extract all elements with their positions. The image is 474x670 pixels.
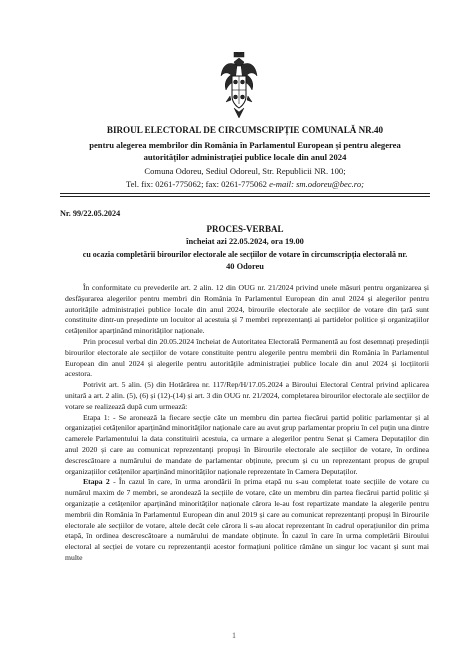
- body-text: [65, 283, 429, 564]
- step-2-text: - În cazul în care, în urma arondării în prima etapă nu s-au completat toate secțiile de votare cu numărul maxim de 7 membri, se arondează la secțiile de votare, câte un membru din partea fiecărui partid politic și organizație a cetățenilor aparținând minorităților naționale cărora le-au fost repartizate mandate la alegerile pentru membrii din România în Parlamentul European din anul 2019 și care au comunicat reprezentanți propuși în Birourile electorale ale secțiilor de votare, altele decât cele cărora li s-au alocat reprezentant în cadrul operațiunilor din prima etapă, în ordinea descrescătoare a numărului de mandate obținute. În cazul în care în urma completării Biroului electoral al secției de votare cu reprezentanții acestor formațiuni politice rămâne un singur loc vacant și sunt mai multe: [65, 477, 429, 562]
- contact-email-label: e-mail:: [269, 179, 294, 189]
- registration-number: Nr. 99/22.05.2024: [60, 209, 121, 218]
- header-divider-bottom: [60, 196, 430, 197]
- document-date-line: încheiat azi 22.05.2024, ora 19.00: [186, 237, 304, 246]
- step-2-label: Etapa 2: [83, 477, 110, 487]
- paragraph-completion-rules: Potrivit art. 5 alin. (5) din Hotărârea nr. 117/Rep/H/17.05.2024 a Biroului Electoral Central privind aplicarea unitară a art. 2 alin. (5), (6) și (12)-(14) și art. 3 din OUG nr. 21/2024, completarea birourilor electorale ale secțiilor de votare se realizează după cum urmează:: [65, 380, 429, 411]
- header-subtitle-line-1: pentru alegerea membrilor din România în Parlamentul European și pentru alegerea: [89, 140, 401, 150]
- document-type-title: PROCES-VERBAL: [206, 224, 284, 234]
- header-address: Comuna Odoreu, Sediul Odoreul, Str. Republicii NR. 100;: [144, 166, 346, 176]
- contact-phone-fax: Tel. fix: 0261-775062; fax: 0261-775062: [126, 179, 270, 189]
- step-1-text: - Se aronează la fiecare secție câte un membru din partea fiecărui partid politic parlamentar și al organizației cetățenilor aparținând minorităților naționale care au avut grup parlamentar propriu în cel puțin una dintre camerele Parlamentului la data constituirii acestuia, ca urmare a alegerilor pentru Senat și Camera Deputaților din anul 2020 și care au comunicat reprezentanți propuși în Birourile electorale ale secțiilor de votare, în ordinea descrescătoare a numărului de mandate de parlamentar obținute, precum și cu un reprezentant propus de grupul organizațiilor cetățenilor aparținând minorităților naționale reprezentate în Camera Deputaților.: [65, 412, 429, 476]
- document-subject-line-2: 40 Odoreu: [226, 262, 264, 271]
- header-subtitle-line-2: autorităților administrației publice locale din anul 2024: [143, 152, 347, 162]
- step-1-label: Etapa 1:: [83, 412, 110, 422]
- paragraph-presidents-appointment: Prin procesul verbal din 20.05.2024 încheiat de Autoritatea Electorală Permanentă au fost desemnați președinții birourilor electorale ale secțiilor de votare constituite pentru alegerile pentru membrii din România în Parlamentul European din anul 2024 și alegerile pentru autoritățile administrației publice locale din anul 2024 și locțiitorii acestora.: [65, 336, 429, 379]
- contact-email: sm.odoreu@bec.ro;: [293, 179, 364, 189]
- paragraph-step-2: [65, 477, 429, 563]
- electoral-bureau-title: BIROUL ELECTORAL DE CIRCUMSCRIPȚIE COMUNALĂ NR.40: [106, 125, 384, 135]
- paragraph-legal-basis: În conformitate cu prevederile art. 2 alin. 12 din OUG nr. 21/2024 privind unele măsuri pentru organizarea și desfășurarea alegerilor pentru membri din România în Parlamentul European din anul 2024 și alegerilor pentru autoritățile administrației publice locale din anul 2024, birourile electorale ale secțiilor de votare din țară sunt constituite dintr-un președinte un locuitor al acestuia și 7 membri reprezentanți ai partidelor politice și organizațiilor cetățenilor aparținând minorităților naționale.: [65, 283, 429, 336]
- coat-of-arms-icon: [220, 52, 258, 118]
- page-number: 1: [232, 631, 236, 640]
- header-contact: [60, 179, 430, 189]
- header-divider-top: [60, 193, 430, 194]
- document-subject-line-1: cu ocazia completării birourilor electorale ale secțiilor de votare în circumscripția electorală nr.: [82, 250, 408, 259]
- paragraph-step-1: [65, 413, 429, 478]
